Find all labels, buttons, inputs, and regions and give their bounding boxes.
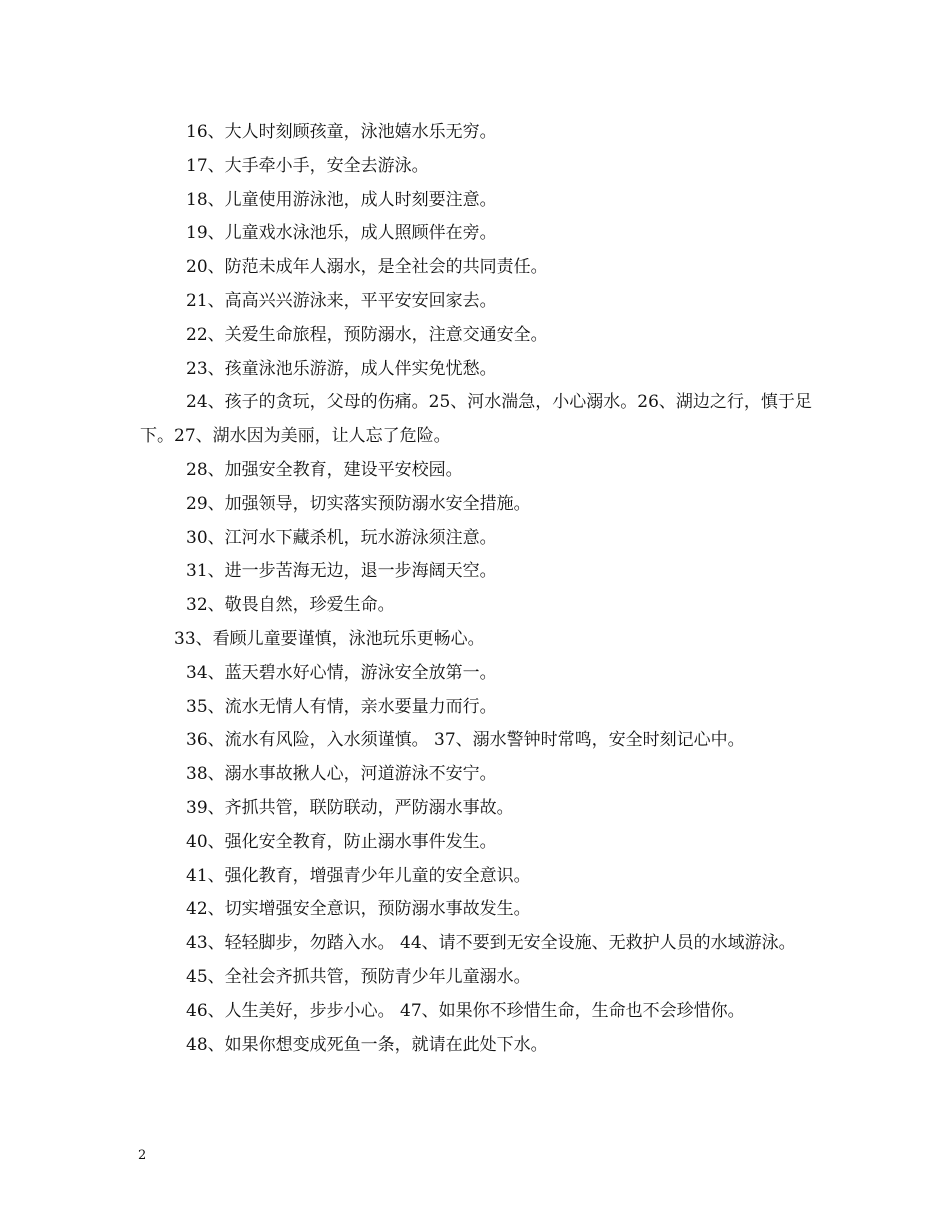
slogan-paragraph: 21、高高兴兴游泳来，平平安安回家去。 [186,290,497,311]
slogan-paragraph: 46、人生美好，步步小心。 47、如果你不珍惜生命，生命也不会珍惜你。 [186,1000,745,1021]
slogan-paragraph: 41、强化教育，增强青少年儿童的安全意识。 [186,865,531,886]
slogan-paragraph: 17、大手牵小手，安全去游泳。 [186,155,429,176]
slogan-paragraph: 18、儿童使用游泳池，成人时刻要注意。 [186,189,497,210]
slogan-paragraph: 31、进一步苦海无边，退一步海阔天空。 [186,561,497,582]
slogan-paragraph: 35、流水无情人有情，亲水要量力而行。 [186,696,497,717]
slogan-paragraph: 16、大人时刻顾孩童，泳池嬉水乐无穷。 [186,122,497,142]
slogan-paragraph: 32、敬畏自然，珍爱生命。 [186,595,395,616]
slogan-paragraph: 48、如果你想变成死鱼一条，就请在此处下水。 [186,1034,548,1055]
slogan-paragraph: 19、儿童戏水泳池乐，成人照顾伴在旁。 [186,223,497,244]
slogan-paragraph: 43、轻轻脚步，勿踏入水。 44、请不要到无安全设施、无救护人员的水域游泳。 [186,933,796,954]
slogan-paragraph: 22、关爱生命旅程，预防溺水，注意交通安全。 [186,324,548,345]
slogan-paragraph: 42、切实增强安全意识，预防溺水事故发生。 [186,899,531,920]
page-number: 2 [138,1148,147,1163]
slogan-paragraph: 36、流水有风险，入水须谨慎。 37、溺水警钟时常鸣，安全时刻记心中。 [186,730,745,751]
slogan-paragraph: 34、蓝天碧水好心情，游泳安全放第一。 [186,662,497,683]
slogan-paragraph: 40、强化安全教育，防止溺水事件发生。 [186,831,497,852]
slogan-paragraph: 29、加强领导，切实落实预防溺水安全措施。 [186,493,531,514]
slogan-paragraph: 45、全社会齐抓共管，预防青少年儿童溺水。 [186,966,531,987]
slogan-paragraph: 33、看顾儿童要谨慎，泳池玩乐更畅心。 [174,628,485,649]
slogan-paragraph: 38、溺水事故揪人心，河道游泳不安宁。 [186,764,497,785]
slogan-paragraph: 23、孩童泳池乐游游，成人伴实免忧愁。 [186,358,497,379]
slogan-paragraph: 20、防范未成年人溺水，是全社会的共同责任。 [186,257,548,278]
slogan-paragraph: 30、江河水下藏杀机，玩水游泳须注意。 [186,527,497,548]
slogan-paragraph: 24、孩子的贪玩，父母的伤痛。25、河水湍急，小心溺水。26、湖边之行，慎于足下。27、湖水因为美丽，让人忘了危险。 [140,392,812,447]
slogan-paragraph: 39、齐抓共管，联防联动，严防溺水事故。 [186,797,514,818]
slogan-paragraph: 28、加强安全教育，建设平安校园。 [186,459,463,480]
document-body [140,116,820,1062]
